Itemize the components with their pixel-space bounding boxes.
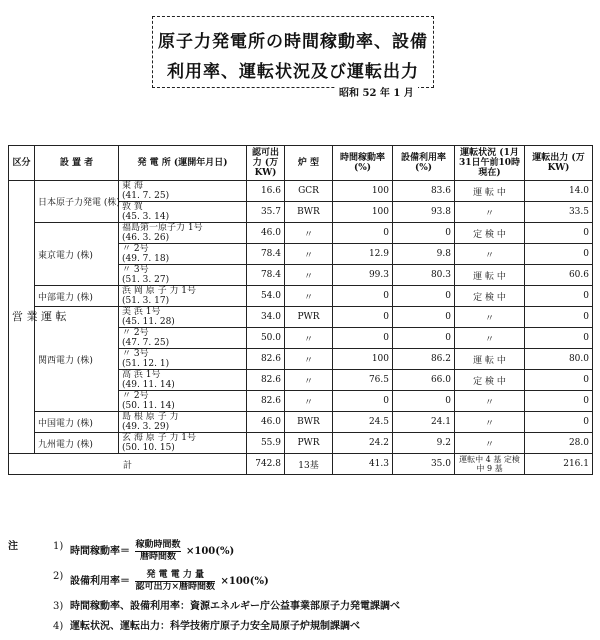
reactor-cell: 〃	[285, 328, 333, 349]
header-category: 区分	[9, 146, 35, 181]
note-2-formula	[70, 570, 269, 593]
time-rate-cell: 24.5	[333, 412, 393, 433]
util-rate-cell: 0	[393, 307, 455, 328]
time-rate-cell: 12.9	[333, 244, 393, 265]
plant-date: (41. 7. 25)	[122, 191, 170, 201]
note-2-number: 2)	[53, 571, 64, 582]
operator-cell: 中国電力 (株)	[35, 412, 119, 433]
total-label: 計	[9, 454, 247, 475]
status-cell: 〃	[455, 433, 525, 454]
table-row	[9, 223, 593, 244]
header-plant: 発 電 所 (運開年月日)	[119, 146, 247, 181]
plant-date: (47. 7. 25)	[122, 338, 170, 348]
reactor-cell: 〃	[285, 391, 333, 412]
header-status: 運転状況 (1月31日午前10時現在)	[455, 146, 525, 181]
header-time-rate: 時間稼動率 (%)	[333, 146, 393, 181]
title-line-2: 利用率、運転状況及び運転出力	[167, 62, 419, 82]
plant-cell	[119, 181, 247, 202]
time-rate-cell: 100	[333, 202, 393, 223]
note-2-label: 設備利用率＝	[70, 576, 130, 587]
output-cell: 80.0	[525, 349, 593, 370]
reactor-cell: 〃	[285, 265, 333, 286]
reactor-cell: BWR	[285, 412, 333, 433]
capacity-cell: 82.6	[247, 391, 285, 412]
reactor-cell: 〃	[285, 223, 333, 244]
status-cell: 〃	[455, 391, 525, 412]
plant-date: (46. 3. 26)	[122, 233, 170, 243]
note-2-numerator: 発 電 電 力 量	[135, 570, 215, 582]
plant-date: (49. 7. 18)	[122, 254, 170, 264]
plant-date: (51. 12. 1)	[122, 359, 170, 369]
plant-date: (51. 3. 17)	[122, 296, 170, 306]
note-2-tail: ×100(%)	[220, 576, 269, 587]
output-cell: 0	[525, 328, 593, 349]
plant-cell	[119, 223, 247, 244]
util-rate-cell: 24.1	[393, 412, 455, 433]
util-rate-cell: 83.6	[393, 181, 455, 202]
plant-name: 高 浜 1号	[122, 370, 161, 380]
note-4-text: 運転状況、運転出力：科学技術庁原子力安全局原子炉規制課調べ	[70, 621, 360, 632]
time-rate-cell: 0	[333, 286, 393, 307]
plant-date: (45. 11. 28)	[122, 317, 175, 327]
util-rate-cell: 0	[393, 328, 455, 349]
plant-date: (49. 11. 14)	[122, 380, 175, 390]
operator-cell: 関西電力 (株)	[35, 307, 119, 412]
plant-name: 島 根 原 子 力	[122, 412, 179, 422]
output-cell: 0	[525, 244, 593, 265]
plant-cell	[119, 307, 247, 328]
time-rate-cell: 76.5	[333, 370, 393, 391]
reactor-cell: PWR	[285, 433, 333, 454]
output-cell: 14.0	[525, 181, 593, 202]
plant-name: 浜 岡 原 子 力 1号	[122, 286, 197, 296]
capacity-cell: 50.0	[247, 328, 285, 349]
status-cell: 〃	[455, 244, 525, 265]
note-1-formula	[70, 540, 234, 563]
plant-cell	[119, 265, 247, 286]
plant-date: (50. 11. 14)	[122, 401, 175, 411]
header-capacity: 認可出力 (万KW)	[247, 146, 285, 181]
notes-section	[8, 540, 592, 640]
reactor-cell: PWR	[285, 307, 333, 328]
table-row	[9, 181, 593, 202]
output-cell: 0	[525, 223, 593, 244]
reactor-cell: 〃	[285, 349, 333, 370]
status-cell: 定 検 中	[455, 223, 525, 244]
capacity-cell: 34.0	[247, 307, 285, 328]
status-cell: 運 転 中	[455, 265, 525, 286]
note-1-fraction	[135, 540, 180, 563]
plant-name: 福島第一原子力 1号	[122, 223, 203, 233]
plant-cell	[119, 412, 247, 433]
output-cell: 0	[525, 307, 593, 328]
capacity-cell: 35.7	[247, 202, 285, 223]
operator-cell: 日本原子力発電 (株)	[35, 181, 119, 223]
plant-cell	[119, 202, 247, 223]
status-cell: 〃	[455, 412, 525, 433]
plant-date: (51. 3. 27)	[122, 275, 170, 285]
header-util-rate: 設備利用率 (%)	[393, 146, 455, 181]
notes-head: 注	[8, 541, 18, 552]
reactor-cell: BWR	[285, 202, 333, 223]
plant-date: (50. 10. 15)	[122, 443, 175, 453]
category-cell: 営 業 運 転	[9, 181, 35, 454]
plant-name: 敦 賀	[122, 202, 143, 212]
plant-cell	[119, 370, 247, 391]
time-rate-cell: 99.3	[333, 265, 393, 286]
plant-date: (49. 3. 29)	[122, 422, 170, 432]
total-time-rate: 41.3	[333, 454, 393, 475]
operator-cell: 中部電力 (株)	[35, 286, 119, 307]
time-rate-cell: 0	[333, 328, 393, 349]
output-cell: 0	[525, 391, 593, 412]
plant-cell	[119, 328, 247, 349]
output-cell: 28.0	[525, 433, 593, 454]
date-label: 昭和 52 年 1 月	[335, 84, 418, 99]
util-rate-cell: 9.8	[393, 244, 455, 265]
note-4	[8, 620, 592, 640]
plant-cell	[119, 244, 247, 265]
capacity-cell: 82.6	[247, 370, 285, 391]
note-1-numerator: 稼動時間数	[135, 540, 181, 550]
capacity-cell: 78.4	[247, 244, 285, 265]
output-cell: 33.5	[525, 202, 593, 223]
table-row	[9, 286, 593, 307]
title-line-1: 原子力発電所の時間稼動率、設備	[158, 32, 428, 52]
operator-cell: 東京電力 (株)	[35, 223, 119, 286]
plant-cell	[119, 349, 247, 370]
status-cell: 運 転 中	[455, 181, 525, 202]
note-2	[8, 570, 592, 600]
util-rate-cell: 9.2	[393, 433, 455, 454]
util-rate-cell: 0	[393, 223, 455, 244]
table-row	[9, 433, 593, 454]
header-row	[9, 146, 593, 181]
status-cell: 〃	[455, 307, 525, 328]
plant-cell	[119, 433, 247, 454]
util-rate-cell: 80.3	[393, 265, 455, 286]
status-cell: 定 検 中	[455, 370, 525, 391]
time-rate-cell: 0	[333, 307, 393, 328]
status-cell: 運 転 中	[455, 349, 525, 370]
plant-name: 東 海	[122, 181, 143, 191]
header-output: 運転出力 (万KW)	[525, 146, 593, 181]
output-cell: 0	[525, 286, 593, 307]
capacity-cell: 16.6	[247, 181, 285, 202]
time-rate-cell: 100	[333, 349, 393, 370]
reactor-cell: 〃	[285, 286, 333, 307]
capacity-cell: 46.0	[247, 412, 285, 433]
title-box	[152, 16, 434, 88]
capacity-cell: 82.6	[247, 349, 285, 370]
output-cell: 60.6	[525, 265, 593, 286]
total-status: 運転中 4 基 定検中 9 基	[455, 454, 525, 475]
note-2-fraction	[135, 570, 215, 593]
plant-cell	[119, 286, 247, 307]
capacity-cell: 46.0	[247, 223, 285, 244]
plant-cell	[119, 391, 247, 412]
note-1-number: 1)	[53, 541, 64, 552]
plant-name: 〃 3号	[122, 349, 149, 359]
output-cell: 0	[525, 412, 593, 433]
time-rate-cell: 0	[333, 223, 393, 244]
note-2-denominator: 認可出力×暦時間数	[135, 582, 216, 592]
header-reactor: 炉 型	[285, 146, 333, 181]
reactor-cell: 〃	[285, 370, 333, 391]
reactor-cell: 〃	[285, 244, 333, 265]
note-1-label: 時間稼動率＝	[70, 546, 130, 557]
total-capacity: 742.8	[247, 454, 285, 475]
util-rate-cell: 93.8	[393, 202, 455, 223]
plant-table	[8, 145, 593, 475]
total-reactor: 13基	[285, 454, 333, 475]
status-cell: 〃	[455, 202, 525, 223]
plant-name: 美 浜 1号	[122, 307, 161, 317]
status-cell: 定 検 中	[455, 286, 525, 307]
capacity-cell: 78.4	[247, 265, 285, 286]
reactor-cell: GCR	[285, 181, 333, 202]
total-output: 216.1	[525, 454, 593, 475]
note-3	[8, 600, 592, 620]
note-1	[8, 540, 592, 570]
capacity-cell: 54.0	[247, 286, 285, 307]
plant-date: (45. 3. 14)	[122, 212, 170, 222]
plant-name: 〃 2号	[122, 391, 149, 401]
plant-name: 〃 3号	[122, 265, 149, 275]
total-util-rate: 35.0	[393, 454, 455, 475]
util-rate-cell: 66.0	[393, 370, 455, 391]
time-rate-cell: 100	[333, 181, 393, 202]
note-1-denominator: 暦時間数	[139, 552, 176, 562]
header-operator: 設 置 者	[35, 146, 119, 181]
operator-cell: 九州電力 (株)	[35, 433, 119, 454]
note-4-number: 4)	[53, 621, 64, 632]
output-cell: 0	[525, 370, 593, 391]
note-3-text: 時間稼動率、設備利用率：資源エネルギー庁公益事業部原子力発電課調べ	[70, 601, 400, 612]
plant-name: 〃 2号	[122, 328, 149, 338]
note-3-number: 3)	[53, 601, 64, 612]
capacity-cell: 55.9	[247, 433, 285, 454]
util-rate-cell: 0	[393, 286, 455, 307]
time-rate-cell: 24.2	[333, 433, 393, 454]
plant-name: 〃 2号	[122, 244, 149, 254]
time-rate-cell: 0	[333, 391, 393, 412]
table-row	[9, 307, 593, 328]
plant-name: 玄 海 原 子 力 1号	[122, 433, 197, 443]
note-1-tail: ×100(%)	[185, 546, 235, 557]
util-rate-cell: 0	[393, 391, 455, 412]
status-cell: 〃	[455, 328, 525, 349]
util-rate-cell: 86.2	[393, 349, 455, 370]
total-row	[9, 454, 593, 475]
table-row	[9, 412, 593, 433]
